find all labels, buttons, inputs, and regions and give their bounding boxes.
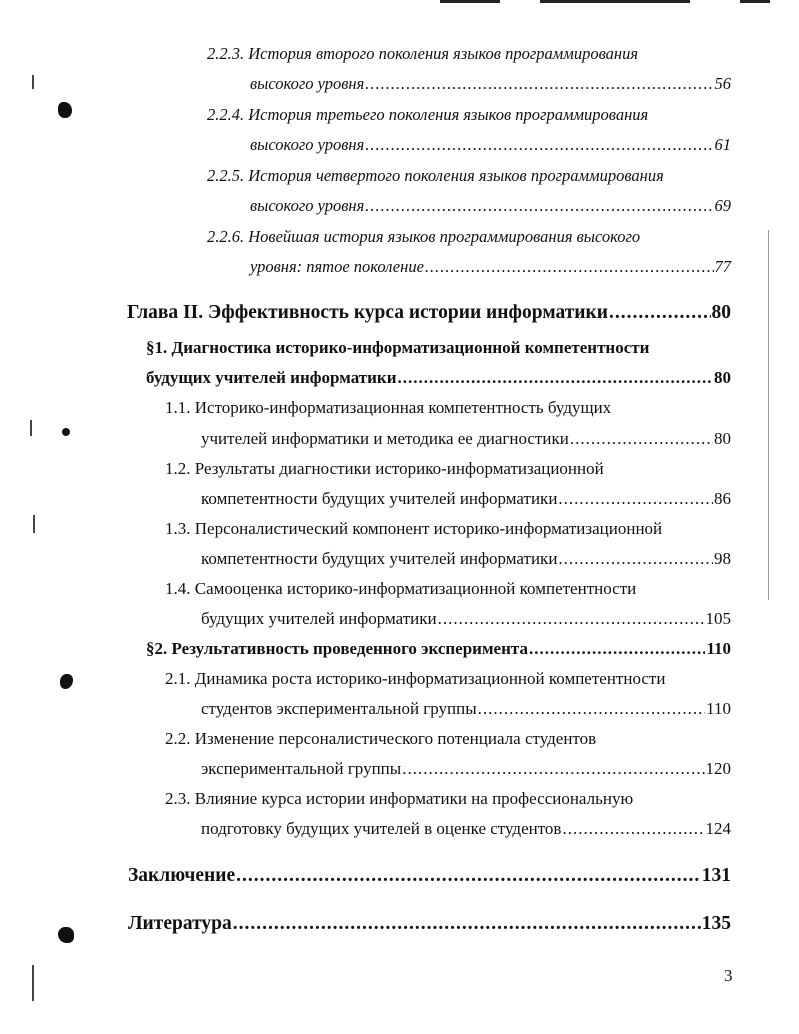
- toc-entry-1-2-line1: 1.2. Результаты диагностики историко-информатизационной: [165, 459, 604, 478]
- toc-page-number: 98: [714, 549, 731, 568]
- dot-leader: [365, 196, 713, 216]
- toc-entry-1-1-line1: 1.1. Историко-информатизационная компетентность будущих: [165, 398, 612, 417]
- toc-page-number: 105: [705, 609, 731, 628]
- toc-chapter-2[interactable]: [127, 302, 731, 324]
- toc-entry-1-4[interactable]: [201, 609, 731, 629]
- toc-page-number: 77: [714, 257, 731, 276]
- dot-leader: [365, 135, 713, 155]
- toc-page-number: 131: [701, 865, 731, 886]
- scan-tick: [33, 515, 35, 533]
- dot-leader: [438, 609, 705, 629]
- toc-entry-title: учителей информатики и методика ее диагностики: [201, 429, 569, 448]
- toc-entry-title: студентов экспериментальной группы: [201, 699, 477, 718]
- dot-leader: [233, 913, 701, 935]
- toc-entry-2-2[interactable]: [201, 759, 731, 779]
- toc-entry-title: экспериментальной группы: [201, 759, 402, 778]
- toc-entry-2-3-line1: 2.3. Влияние курса истории информатики на профессиональную: [165, 789, 634, 808]
- toc-entry-2-2-3[interactable]: [250, 74, 731, 94]
- dot-leader: [398, 368, 714, 388]
- toc-entry-title: высокого уровня: [250, 74, 365, 93]
- scan-tick: [32, 75, 34, 89]
- punch-hole-mark: [58, 927, 74, 943]
- toc-entry-2-1-line1: 2.1. Динамика роста историко-информатизационной компетентности: [165, 669, 666, 688]
- toc-conclusion[interactable]: [128, 865, 731, 887]
- toc-entry-title: §2. Результативность проведенного эксперимента: [146, 639, 528, 658]
- toc-paragraph-1-line1: §1. Диагностика историко-информатизационной компетентности: [146, 338, 650, 357]
- dot-leader: [558, 549, 713, 569]
- dot-leader: [425, 257, 714, 277]
- toc-paragraph-2[interactable]: [146, 639, 731, 659]
- toc-entry-1-3-line1: 1.3. Персоналистический компонент историко-информатизационной: [165, 519, 663, 538]
- toc-entry-title: подготовку будущих учителей в оценке студентов: [201, 819, 562, 838]
- scan-tick: [30, 420, 32, 436]
- dot-leader: [562, 819, 704, 839]
- toc-entry-title: высокого уровня: [250, 135, 365, 154]
- dot-leader: [570, 429, 713, 449]
- toc-paragraph-1[interactable]: [146, 368, 731, 388]
- toc-entry-1-2[interactable]: [201, 489, 731, 509]
- toc-page-number: 56: [714, 74, 731, 93]
- toc-entry-2-2-4[interactable]: [250, 135, 731, 155]
- punch-hole-mark: [58, 102, 72, 118]
- toc-page-number: 80: [714, 368, 731, 387]
- dot-leader: [365, 74, 713, 94]
- dot-leader: [478, 699, 705, 719]
- toc-entry-title: Литература: [128, 913, 232, 934]
- toc-page-number: 69: [714, 196, 731, 215]
- toc-entry-2-2-4-line1: 2.2.4. История третьего поколения языков программирования: [207, 105, 649, 124]
- toc-entry-2-2-6[interactable]: [250, 257, 731, 277]
- toc-page-number: 110: [706, 639, 731, 658]
- page-number: 3: [724, 966, 733, 985]
- toc-page-number: 80: [711, 302, 731, 323]
- toc-entry-2-2-3-line1: 2.2.3. История второго поколения языков программирования: [207, 44, 638, 63]
- toc-entry-title: компетентности будущих учителей информатики: [201, 549, 558, 568]
- toc-page-number: 120: [705, 759, 731, 778]
- toc-entry-1-4-line1: 1.4. Самооценка историко-информатизационной компетентности: [165, 579, 637, 598]
- toc-entry-2-3[interactable]: [201, 819, 731, 839]
- toc-literature[interactable]: [128, 913, 731, 935]
- punch-hole-mark: [62, 428, 70, 436]
- toc-entry-title: компетентности будущих учителей информатики: [201, 489, 558, 508]
- toc-entry-title: будущих учителей информатики: [201, 609, 437, 628]
- toc-page-number: 124: [705, 819, 731, 838]
- dot-leader: [558, 489, 713, 509]
- dot-leader: [609, 302, 711, 324]
- dot-leader: [529, 639, 705, 659]
- toc-page-number: 80: [714, 429, 731, 448]
- toc-entry-title: уровня: пятое поколение: [250, 257, 424, 276]
- toc-entry-title: будущих учителей информатики: [146, 368, 397, 387]
- toc-entry-2-2-5-line1: 2.2.5. История четвертого поколения языков программирования: [207, 166, 664, 185]
- toc-page-number: 110: [706, 699, 731, 718]
- toc-entry-1-3[interactable]: [201, 549, 731, 569]
- scan-edge-line: [768, 230, 769, 600]
- toc-entry-title: Заключение: [128, 865, 236, 886]
- toc-entry-2-2-5[interactable]: [250, 196, 731, 216]
- toc-page-number: 61: [714, 135, 731, 154]
- toc-entry-title: высокого уровня: [250, 196, 365, 215]
- punch-hole-mark: [60, 674, 73, 689]
- toc-entry-2-1[interactable]: [201, 699, 731, 719]
- scan-artifact-top: [440, 0, 500, 3]
- toc-page-number: 135: [701, 913, 731, 934]
- scan-artifact-top: [540, 0, 690, 3]
- dot-leader: [236, 865, 701, 887]
- toc-chapter-title: Глава II. Эффективность курса истории информатики: [127, 302, 608, 323]
- dot-leader: [402, 759, 704, 779]
- toc-page-number: 86: [714, 489, 731, 508]
- toc-entry-2-2-6-line1: 2.2.6. Новейшая история языков программирования высокого: [207, 227, 641, 246]
- scan-artifact-top: [740, 0, 770, 3]
- toc-entry-1-1[interactable]: [201, 429, 731, 449]
- scan-tick: [32, 965, 34, 1001]
- toc-entry-2-2-line1: 2.2. Изменение персоналистического потенциала студентов: [165, 729, 597, 748]
